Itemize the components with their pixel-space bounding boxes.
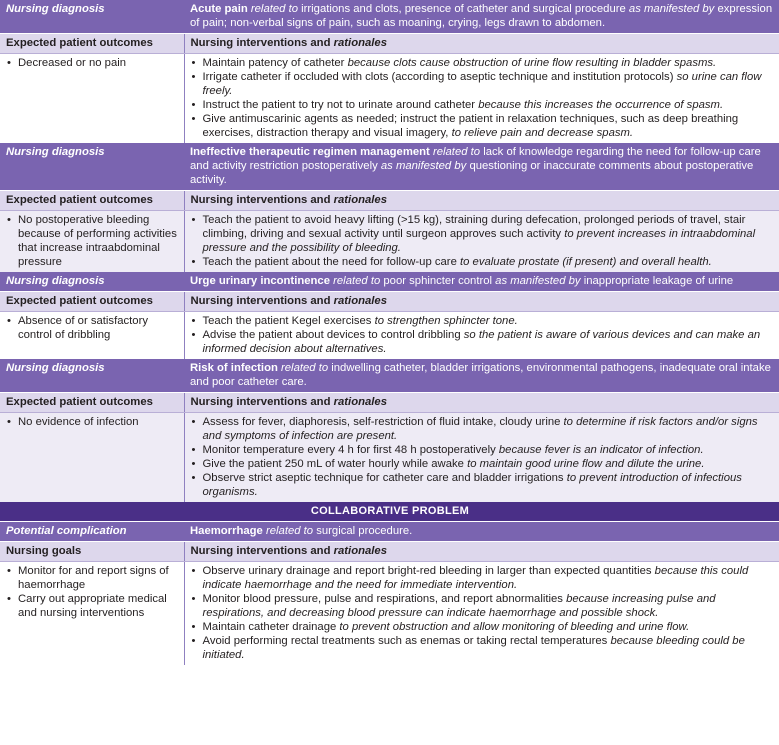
diagnosis-label: Nursing diagnosis: [0, 359, 184, 393]
outcomes-cell: [0, 312, 184, 360]
intervention-item: • Give the patient 250 mL of water hourly while awake to maintain good urine flow and dilute the urine.: [191, 457, 775, 471]
outcomes-cell: [0, 211, 184, 273]
interventions-header: Nursing interventions and rationales: [184, 542, 779, 562]
care-row: [0, 54, 779, 144]
intervention-item: • Instruct the patient to try not to urinate around catheter because this increases the occurrence of spasm.: [191, 98, 775, 112]
column-header-row: [0, 542, 779, 562]
diagnosis-row: [0, 0, 779, 34]
diagnosis-row: [0, 359, 779, 393]
complication-label: Potential complication: [0, 522, 184, 542]
interventions-header: Nursing interventions and rationales: [184, 191, 779, 211]
diagnosis-statement: Ineffective therapeutic regimen management related to lack of knowledge regarding the need for follow-up care and activity restriction postoperatively as manifested by questioning or inaccurate comments about postoperative activity.: [184, 143, 779, 191]
intervention-item: • Assess for fever, diaphoresis, self-restriction of fluid intake, cloudy urine to determine if risk factors and/or signs and symptoms of infection are present.: [191, 415, 775, 443]
diagnosis-row: [0, 143, 779, 191]
goal-item: • Carry out appropriate medical and nursing interventions: [6, 592, 179, 620]
intervention-item: • Teach the patient about the need for follow-up care to evaluate prostate (if present) and overall health.: [191, 255, 775, 269]
collaborative-banner: COLLABORATIVE PROBLEM: [0, 502, 779, 522]
intervention-item: • Avoid performing rectal treatments such as enemas or taking rectal temperatures because bleeding could be initiated.: [191, 634, 775, 662]
goals-header: Nursing goals: [0, 542, 184, 562]
interventions-header: Nursing interventions and rationales: [184, 393, 779, 413]
column-header-row: [0, 191, 779, 211]
outcomes-header: Expected patient outcomes: [0, 34, 184, 54]
intervention-item: • Maintain catheter drainage to prevent obstruction and allow monitoring of bleeding and urine flow.: [191, 620, 775, 634]
goals-cell: [0, 562, 184, 666]
diagnosis-label: Nursing diagnosis: [0, 272, 184, 292]
intervention-item: • Teach the patient to avoid heavy lifting (>15 kg), straining during defecation, prolonged periods of travel, stair climbing, driving and sexual activity until surgeon approves such activity to prevent increases in intraabdominal pressure and the possibility of bleeding.: [191, 213, 775, 255]
care-row: [0, 562, 779, 666]
intervention-item: • Maintain patency of catheter because clots cause obstruction of urine flow resulting in bladder spasms.: [191, 56, 775, 70]
outcomes-cell: [0, 413, 184, 503]
collaborative-banner-row: [0, 502, 779, 522]
care-row: [0, 413, 779, 503]
interventions-header: Nursing interventions and rationales: [184, 34, 779, 54]
intervention-item: • Advise the patient about devices to control dribbling so the patient is aware of various devices and can make an informed decision about alternatives.: [191, 328, 775, 356]
diagnosis-row: [0, 272, 779, 292]
intervention-item: • Irrigate catheter if occluded with clots (according to aseptic technique and institution protocols) so urine can flow freely.: [191, 70, 775, 98]
intervention-item: • Monitor blood pressure, pulse and respirations, and report abnormalities because increasing pulse and respirations, and decreasing blood pressure can indicate haemorrhage and possible shock.: [191, 592, 775, 620]
goal-item: • Monitor for and report signs of haemorrhage: [6, 564, 179, 592]
outcome-item: • No postoperative bleeding because of performing activities that increase intraabdominal pressure: [6, 213, 179, 269]
diagnosis-label: Nursing diagnosis: [0, 143, 184, 191]
outcomes-header: Expected patient outcomes: [0, 292, 184, 312]
intervention-item: • Observe strict aseptic technique for catheter care and bladder irrigations to prevent introduction of infectious organisms.: [191, 471, 775, 499]
column-header-row: [0, 34, 779, 54]
outcomes-cell: [0, 54, 184, 144]
column-header-row: [0, 393, 779, 413]
interventions-header: Nursing interventions and rationales: [184, 292, 779, 312]
care-row: [0, 211, 779, 273]
interventions-cell: [184, 562, 779, 666]
care-row: [0, 312, 779, 360]
outcome-item: • Absence of or satisfactory control of dribbling: [6, 314, 179, 342]
intervention-item: • Monitor temperature every 4 h for first 48 h postoperatively because fever is an indicator of infection.: [191, 443, 775, 457]
diagnosis-statement: Acute pain related to irrigations and clots, presence of catheter and surgical procedure as manifested by expression of pain; non-verbal signs of pain, such as moaning, crying, legs drawn to abdomen.: [184, 0, 779, 34]
complication-row: [0, 522, 779, 542]
outcomes-header: Expected patient outcomes: [0, 191, 184, 211]
interventions-cell: [184, 211, 779, 273]
interventions-cell: [184, 312, 779, 360]
outcome-item: • No evidence of infection: [6, 415, 179, 429]
intervention-item: • Teach the patient Kegel exercises to strengthen sphincter tone.: [191, 314, 775, 328]
intervention-item: • Observe urinary drainage and report bright-red bleeding in larger than expected quantities because this could indicate haemorrhage and the need for immediate intervention.: [191, 564, 775, 592]
intervention-item: • Give antimuscarinic agents as needed; instruct the patient in relaxation techniques, such as deep breathing exercises, distraction therapy and visual imagery, to relieve pain and decrease spasm.: [191, 112, 775, 140]
interventions-cell: [184, 54, 779, 144]
complication-statement: Haemorrhage related to surgical procedure.: [184, 522, 779, 542]
interventions-cell: [184, 413, 779, 503]
outcome-item: • Decreased or no pain: [6, 56, 179, 70]
diagnosis-statement: Risk of infection related to indwelling catheter, bladder irrigations, environmental pathogens, inadequate oral intake and poor catheter care.: [184, 359, 779, 393]
diagnosis-statement: Urge urinary incontinence related to poor sphincter control as manifested by inappropriate leakage of urine: [184, 272, 779, 292]
outcomes-header: Expected patient outcomes: [0, 393, 184, 413]
column-header-row: [0, 292, 779, 312]
diagnosis-label: Nursing diagnosis: [0, 0, 184, 34]
